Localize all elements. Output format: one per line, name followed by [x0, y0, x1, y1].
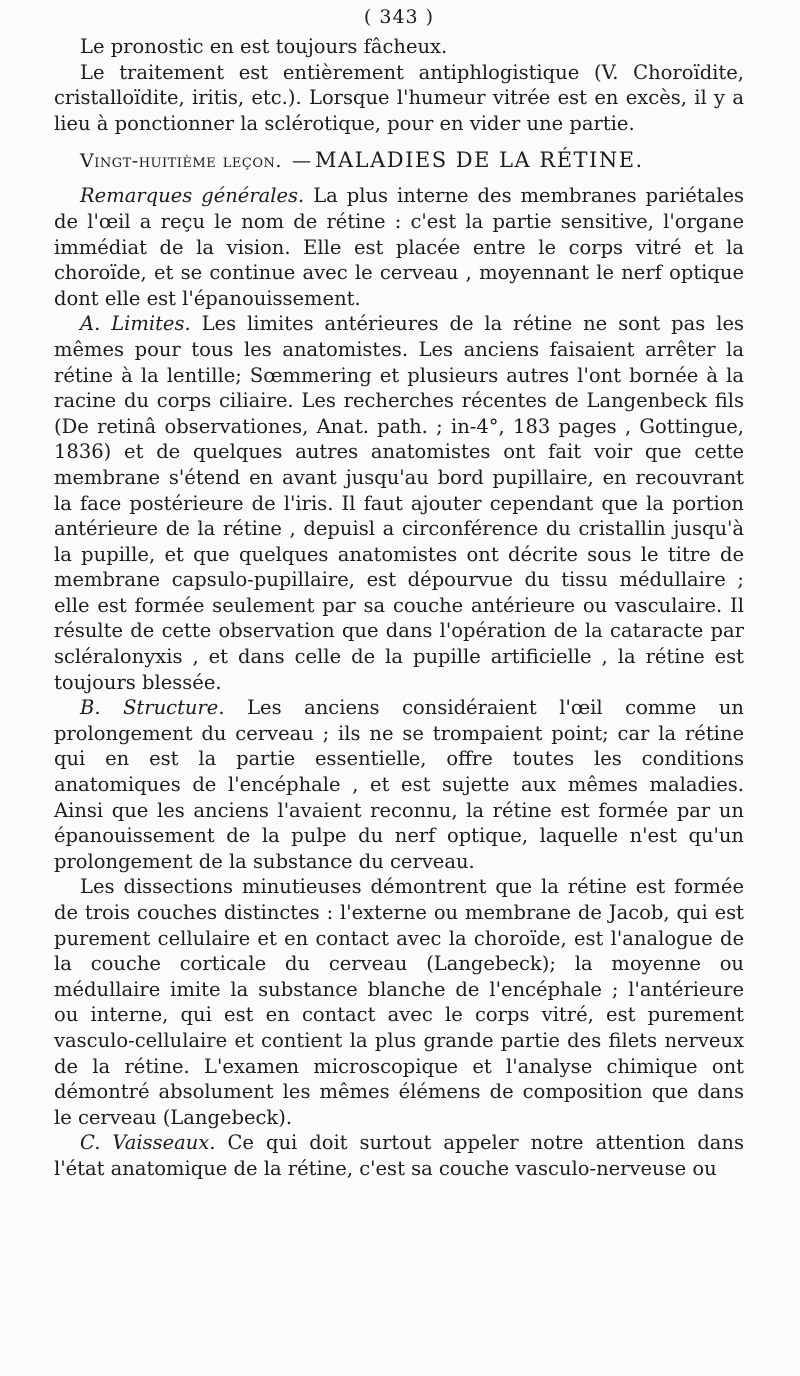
lesson-title: MALADIES DE LA RÉTINE. [314, 148, 644, 173]
section-text: Les dissections minutieuses démontrent que la rétine est formée de trois couches distinctes : l'externe ou membrane de Jacob, qui est purement cellulaire et en contact avec la choroïde, est l'analogue de la couche corticale du cerveau (Langebeck); la moyenne ou médullaire imite la substance blanche de l'encéphale ; l'antérieure ou interne, qui est en contact avec le corps vitré, est purement vasculo-cellulaire et contient la plus grande partie des filets nerveux de la rétine. L'examen microscopique et l'analyse chimique ont démontré absolument les mêmes élémens de composition que dans le cerveau (Langebeck). [54, 875, 744, 1129]
section-label: A. Limites. [80, 312, 191, 336]
section-vaisseaux [54, 1130, 744, 1181]
section-limites [54, 311, 744, 695]
lesson-number: Vingt-huitième leçon. [80, 150, 282, 173]
lesson-heading [54, 146, 744, 175]
section-remarques [54, 183, 744, 311]
section-text: Les limites antérieures de la rétine ne sont pas les mêmes pour tous les anatomistes. Les anciens faisaient arrêter la rétine à la lentille; Sœmmering et plusieurs autres l'ont bornée à la racine du corps ciliaire. Les recherches récentes de Langenbeck fils (De retinâ observationes, Anat. path. ; in-4°, 183 pages , Gottingue, 1836) et de quelques autres anatomistes ont fait voir que cette membrane s'étend en avant jusqu'au bord pupillaire, en recouvrant la face postérieure de l'iris. Il faut ajouter cependant que la portion antérieure de la rétine , depuisl a circonférence du cristallin jusqu'à la pupille, et que quelques anatomistes ont décrite sous le titre de membrane capsulo-pupillaire, est dépourvue du tissu médullaire ; elle est formée seulement par sa couche antérieure ou vasculaire. Il résulte de cette observation que dans l'opération de la cataracte par scléralonyxis , et dans celle de la pupille artificielle , la rétine est toujours blessée. [54, 312, 744, 694]
section-label: B. Structure. [80, 696, 225, 720]
section-text: Ce qui doit surtout appeler notre attention dans l'état anatomique de la rétine, c'est sa couche vasculo-nerveuse ou [54, 1131, 744, 1180]
paragraph: Le pronostic en est toujours fâcheux. [80, 35, 448, 58]
section-dissections [54, 874, 744, 1130]
body-text [54, 183, 744, 1181]
section-text: Les anciens considéraient l'œil comme un prolongement du cerveau ; ils ne se trompaient point; car la rétine qui en est la partie essentielle, offre toutes les conditions anatomiques de l'encéphale , et est sujette aux mêmes maladies. Ainsi que les anciens l'avaient reconnu, la rétine est formée par un épanouissement de la pulpe du nerf optique, laquelle n'est qu'un prolongement de la substance du cerveau. [54, 696, 744, 873]
section-structure [54, 695, 744, 874]
heading-dash: — [291, 150, 311, 173]
paragraph: Le traitement est entièrement antiphlogistique (V. Choroïdite, cristalloïdite, iritis, etc.). Lorsque l'humeur vitrée est en excès, il y a lieu à ponctionner la sclérotique, pour en vider une partie. [54, 60, 744, 135]
section-label: Remarques générales. [80, 184, 305, 208]
intro-block [54, 34, 744, 136]
section-text: La plus interne des membranes pariétales de l'œil a reçu le nom de rétine : c'est la partie sensitive, l'organe immédiat de la vision. Elle est placée entre le corps vitré et la choroïde, et se continue avec le cerveau , moyennant le nerf optique dont elle est l'épanouissement. [54, 184, 745, 310]
section-label: C. Vaisseaux. [80, 1131, 216, 1155]
page-number: ( 343 ) [363, 6, 435, 28]
